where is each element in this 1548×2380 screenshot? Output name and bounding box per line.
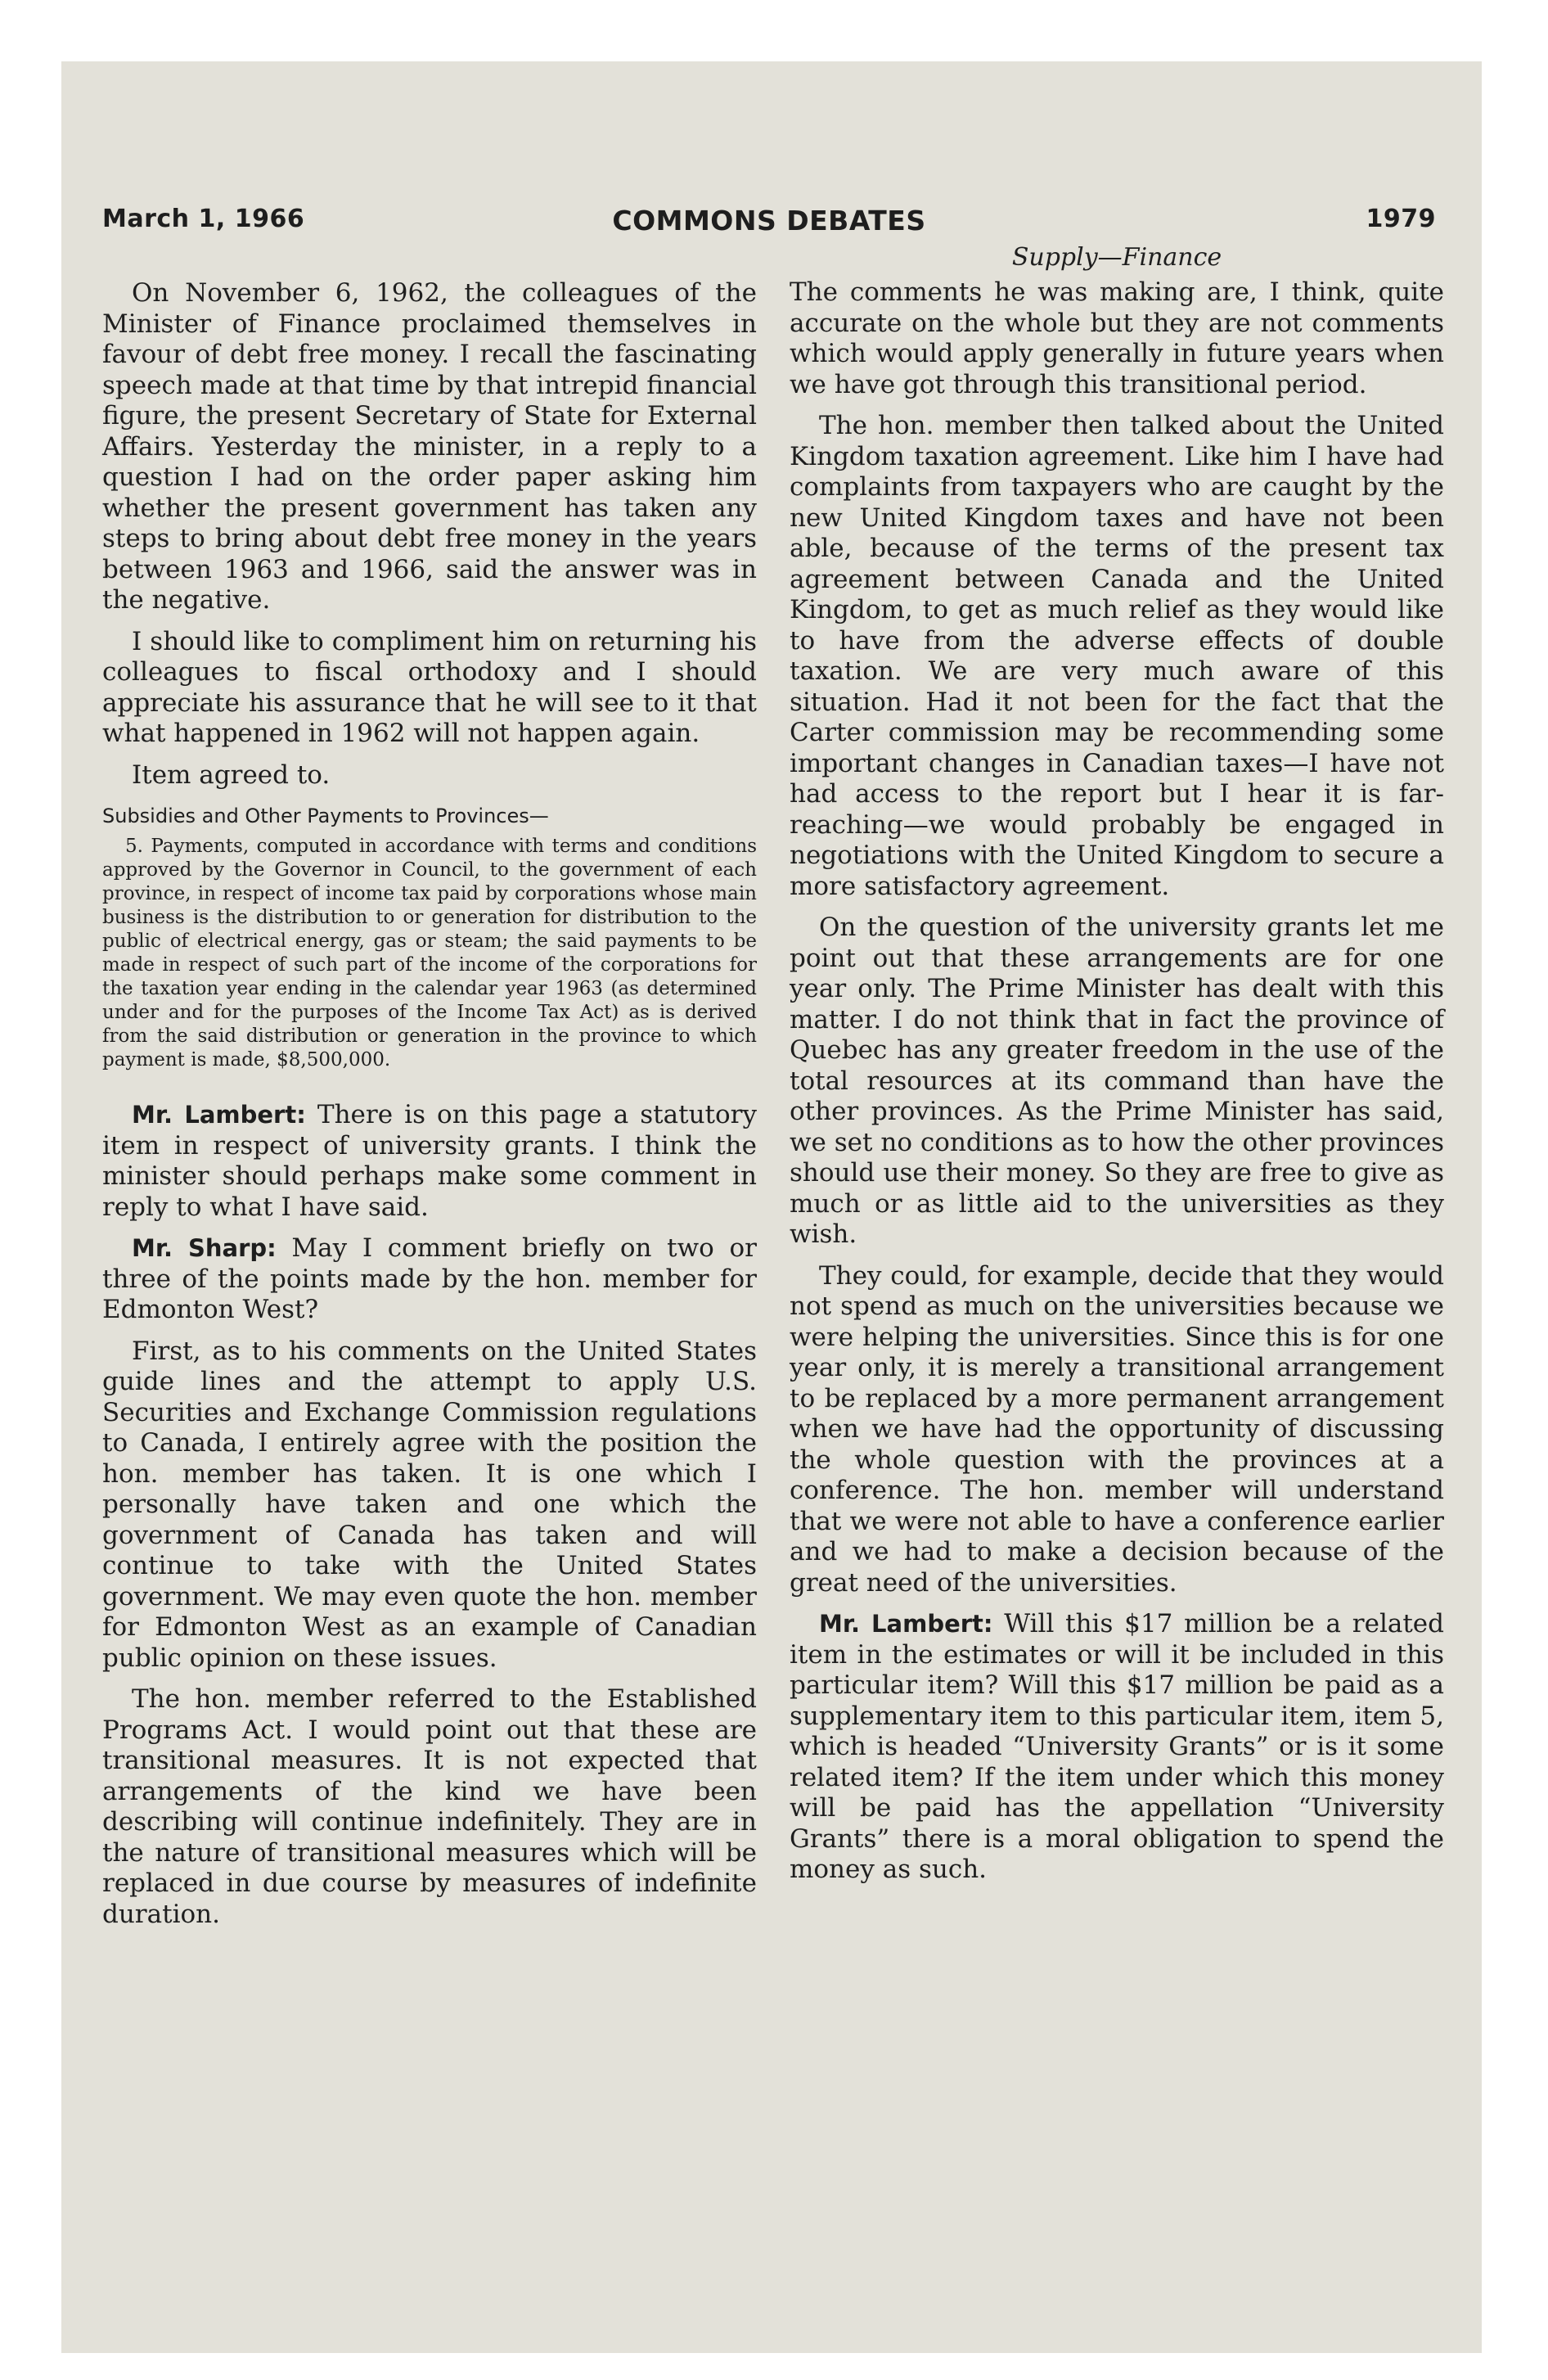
right-column bbox=[790, 243, 1444, 1896]
section-heading: Subsidies and Other Payments to Provinces— bbox=[102, 805, 549, 827]
speech-text: There is on this page a statutory item in respect of university grants. I think the minister should perhaps make some comment in reply to what I have said. bbox=[102, 1100, 757, 1222]
speaker-name: Mr. Sharp: bbox=[132, 1234, 277, 1262]
item-agreed: Item agreed to. bbox=[132, 760, 331, 790]
paragraph: They could, for example, decide that they would not spend as much on the universities because we were helping the universities. Since this is for one year only, it is merely a transitional arrangement to be replaced by a more permanent arrangement when we have had the opportunity of discussing the whole question with the provinces at a conference. The hon. member will understand that we were not able to have a conference earlier and we had to make a decision because of the great need of the universities. bbox=[790, 1260, 1444, 1598]
vote-item: 5. Payments, computed in accordance with terms and conditions approved by the Governor in Council, to the government of each province, in respect of income tax paid by corporations whose main business is the distribution to or generation for distribution to the public of electrical energy, gas or steam; the said payments to be made in respect of such part of the income of the corporations for the taxation year ending in the calendar year 1963 (as determined under and for the purposes of the Income Tax Act) as is derived from the said distribution or generation in the province to which payment is made, $8,500,000. bbox=[102, 836, 757, 1071]
page-header bbox=[102, 205, 1436, 246]
running-head: Supply—Finance bbox=[1011, 243, 1222, 272]
header-title: COMMONS DEBATES bbox=[612, 205, 926, 237]
speaker-name: Mr. Lambert: bbox=[819, 1610, 993, 1638]
speech-lambert bbox=[790, 1609, 1444, 1886]
speech-sharp bbox=[102, 1233, 757, 1326]
document-page bbox=[61, 61, 1482, 2353]
speech-text: Will this $17 million be a related item in the estimates or will it be included in this particular item? Will this $17 million be paid as a supplementary item to this particular item, item 5, which is headed “University Grants” or is it some related item? If the item under which this money will be paid has the appellation “University Grants” there is a moral obligation to spend the money as such. bbox=[790, 1609, 1444, 1884]
paragraph: I should like to compliment him on returning his colleagues to fiscal orthodoxy and I should appreciate his assurance that he will see to it that what happened in 1962 will not happen again. bbox=[102, 626, 757, 748]
paragraph: The comments he was making are, I think, quite accurate on the whole but they are not comments which would apply generally in future years when we have got through this transitional period. bbox=[790, 277, 1444, 399]
speech-text: May I comment briefly on two or three of the points made by the hon. member for Edmonton West? bbox=[102, 1233, 757, 1324]
paragraph: The hon. member then talked about the United Kingdom taxation agreement. Like him I have had complaints from taxpayers who are caught by the new United Kingdom taxes and have not been able, because of the terms of the present tax agreement between Canada and the United Kingdom, to get as much relief as they would like to have from the adverse effects of double taxation. We are very much aware of this situation. Had it not been for the fact that the Carter commission may be recommending some important changes in Canadian taxes—I have not had access to the report but I hear it is far-reaching—we would probably be engaged in negotiations with the United Kingdom to secure a more satisfactory agreement. bbox=[790, 411, 1444, 901]
left-column bbox=[102, 278, 757, 1941]
header-page-number: 1979 bbox=[1366, 205, 1436, 233]
speaker-name: Mr. Lambert: bbox=[132, 1101, 306, 1129]
paragraph: The hon. member referred to the Established Programs Act. I would point out that these are transitional measures. It is not expected that arrangements of the kind we have been describing will continue indefinitely. They are in the nature of transitional measures which will be replaced in due course by measures of indefinite duration. bbox=[102, 1684, 757, 1929]
paragraph: On the question of the university grants let me point out that these arrangements are for one year only. The Prime Minister has dealt with this matter. I do not think that in fact the province of Quebec has any greater freedom in the use of the total resources at its command than have the other provinces. As the Prime Minister has said, we set no conditions as to how the other provinces should use their money. So they are free to give as much or as little aid to the universities as they wish. bbox=[790, 913, 1444, 1249]
speech-lambert bbox=[102, 1100, 757, 1223]
header-date: March 1, 1966 bbox=[102, 205, 305, 233]
paragraph: First, as to his comments on the United States guide lines and the attempt to apply U.S. Securities and Exchange Commission regulations to Canada, I entirely agree with the position the hon. member has taken. It is one which I personally have taken and one which the government of Canada has taken and will continue to take with the United States government. We may even quote the hon. member for Edmonton West as an example of Canadian public opinion on these issues. bbox=[102, 1336, 757, 1673]
paragraph: On November 6, 1962, the colleagues of the Minister of Finance proclaimed themselves in favour of debt free money. I recall the fascinating speech made at that time by that intrepid financial figure, the present Secretary of State for External Affairs. Yesterday the minister, in a reply to a question I had on the order paper asking him whether the present government has taken any steps to bring about debt free money in the years between 1963 and 1966, said the answer was in the negative. bbox=[102, 278, 757, 615]
